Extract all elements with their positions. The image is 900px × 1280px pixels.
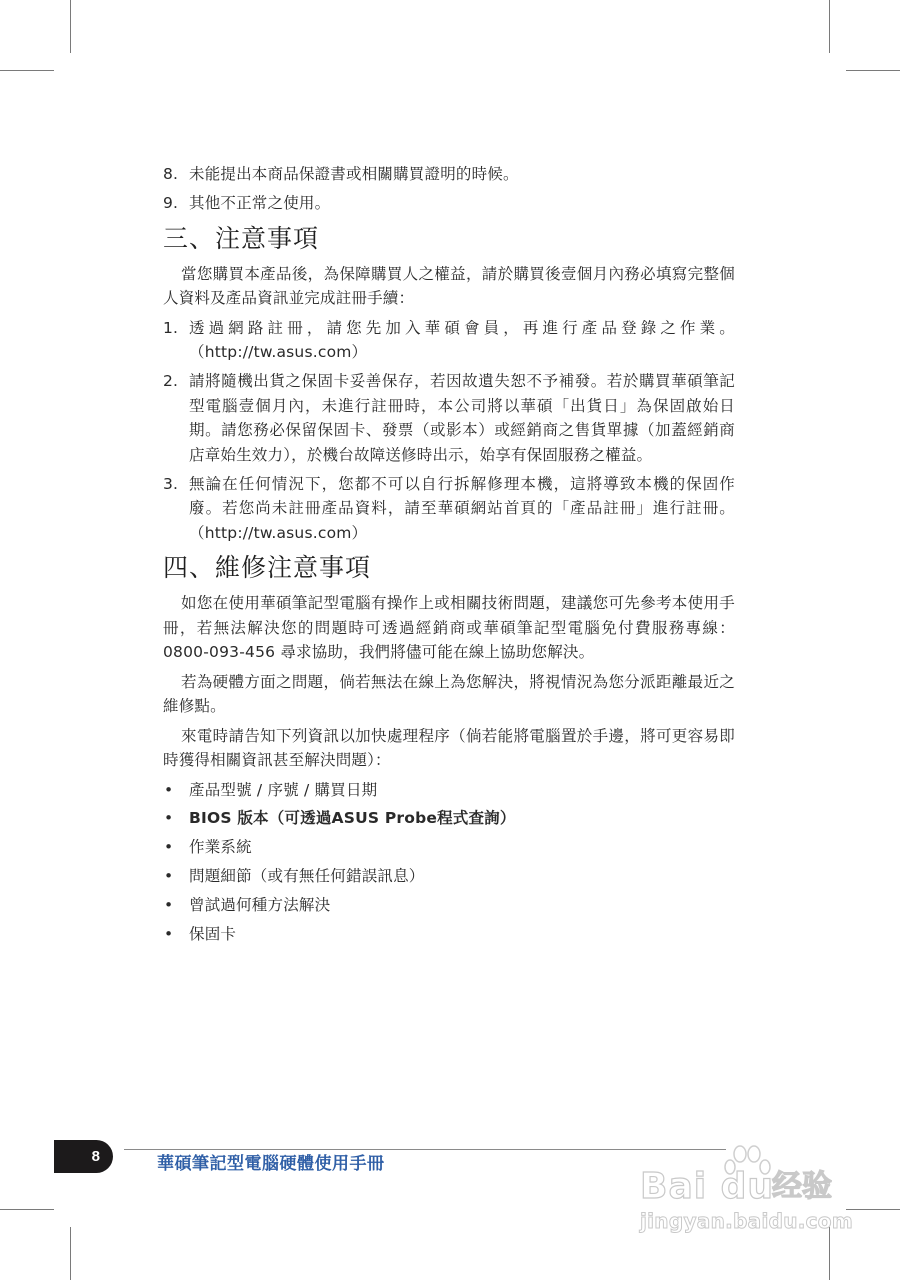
required-info-list (163, 778, 735, 947)
section-heading-repair: 四、維修注意事項 (163, 553, 372, 582)
crop-mark-top-left-horizontal (0, 70, 54, 71)
bullet-item (163, 893, 735, 918)
bullet-icon: • (164, 896, 174, 915)
list-item (163, 369, 735, 467)
bullet-item (163, 835, 735, 860)
crop-mark-bottom-left-vertical (70, 1227, 71, 1280)
bullet-icon: • (164, 867, 174, 886)
page-number: 8 (91, 1148, 100, 1165)
bullet-text: 作業系統 (189, 838, 252, 857)
list-number: 3. (163, 474, 179, 493)
bullet-icon: • (164, 809, 174, 828)
crop-mark-bottom-left-horizontal (0, 1209, 54, 1210)
registration-steps-list (163, 316, 735, 546)
bullet-icon: • (164, 924, 174, 943)
bullet-icon: • (164, 780, 174, 799)
page-content (163, 162, 735, 951)
watermark-logo: Bai du (640, 1166, 775, 1207)
list-number: 8. (163, 165, 179, 183)
section4-paragraph: 來電時請告知下列資訊以加快處理程序（倘若能將電腦置於手邊，將可更容易即時獲得相關資訊甚至解決問題）： (163, 726, 735, 769)
bullet-text: 保固卡 (189, 924, 237, 943)
bullet-icon: • (164, 838, 174, 857)
list-text: 無論在任何情況下，您都不可以自行拆解修理本機，這將導致本機的保固作廢。若您尚未註冊產品資料，請至華碩網站首頁的「產品註冊」進行註冊。（http://tw.asus.com） (189, 474, 735, 542)
list-number: 2. (163, 372, 179, 390)
crop-mark-top-left-vertical (70, 0, 71, 53)
section4-paragraph: 若為硬體方面之問題，倘若無法在線上為您解決，將視情況為您分派距離最近之維修點。 (163, 672, 735, 715)
bullet-item (163, 922, 735, 947)
list-text: 未能提出本商品保證書或相關購買證明的時候。 (189, 165, 519, 183)
list-text: 透過網路註冊，請您先加入華碩會員，再進行產品登錄之作業。（http://tw.asus.com） (189, 318, 735, 361)
footer-manual-title: 華碩筆記型電腦硬體使用手冊 (157, 1154, 385, 1174)
list-number: 1. (163, 318, 179, 337)
baidu-jingyan-watermark (640, 1145, 853, 1245)
list-item (163, 316, 735, 365)
list-item (163, 472, 735, 546)
crop-mark-top-right-vertical (829, 0, 830, 53)
bullet-item (163, 778, 735, 803)
section-heading-notes: 三、注意事項 (163, 223, 320, 253)
list-item (163, 191, 735, 216)
list-text: 請將隨機出貨之保固卡妥善保存，若因故遺失恕不予補發。若於購買華碩筆記型電腦壹個月內，未進行註冊時，本公司將以華碩「出貨日」為保固啟始日期。請您務必保留保固卡、發票（或影本）或經銷商之售貨單據（加蓋經銷商店章始生效力），於機台故障送修時出示，始享有保固服務之權益。 (189, 372, 735, 464)
crop-mark-top-right-horizontal (846, 70, 900, 71)
list-item (163, 162, 735, 187)
bullet-text: 問題細節（或有無任何錯誤訊息） (189, 867, 425, 886)
watermark-url: jingyan.baidu.com (640, 1209, 853, 1233)
watermark-logo-cn: 经验 (772, 1169, 832, 1204)
section3-intro: 當您購買本產品後，為保障購買人之權益，請於購買後壹個月內務必填寫完整個人資料及產品資訊並完成註冊手續： (163, 264, 735, 307)
bullet-item (163, 864, 735, 889)
bullet-text: 曾試過何種方法解決 (189, 896, 331, 915)
footer-divider (124, 1149, 726, 1150)
bullet-text: BIOS 版本（可透過ASUS Probe程式查詢） (189, 809, 516, 828)
warranty-exclusions-list (163, 162, 735, 216)
bullet-item (163, 806, 735, 831)
list-text: 其他不正常之使用。 (189, 194, 331, 212)
bullet-text: 產品型號 / 序號 / 購買日期 (189, 780, 378, 799)
section4-paragraph: 如您在使用華碩筆記型電腦有操作上或相關技術問題，建議您可先參考本使用手冊，若無法解決您的問題時可透過經銷商或華碩筆記型電腦免付費服務專線：0800-093-456 尋求協助，我們將儘可能在線上協助您解決。 (163, 594, 735, 661)
page-number-tab (54, 1140, 113, 1173)
list-number: 9. (163, 194, 179, 212)
crop-mark-bottom-right-horizontal (846, 1209, 900, 1210)
